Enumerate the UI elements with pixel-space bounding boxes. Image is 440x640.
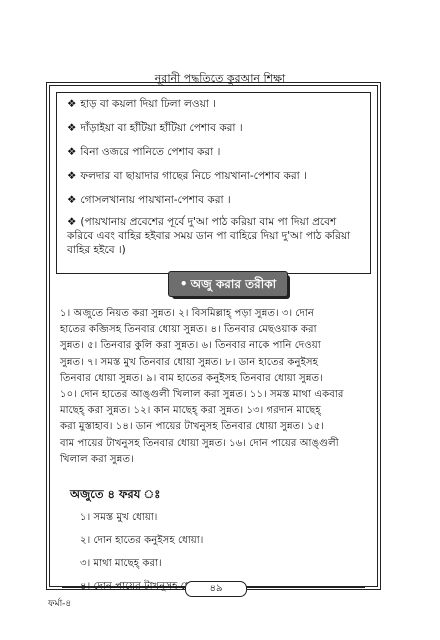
diamond-bullet-icon: ❖ [67, 146, 77, 158]
rule-note [67, 215, 362, 257]
fard-item: ১। সমস্ত মুখ ধোয়া। [80, 512, 158, 523]
paragraph-line: হাতের কব্জিসহ তিনবার ধোয়া সুন্নত। ৪। তিনবার মেছওয়াক করা [60, 324, 317, 336]
paragraph-line: খিলাল করা সুন্নত। [60, 453, 134, 465]
paragraph-line: মাছেহ্ করা সুন্নত। ১২। কান মাছেহ্ করা সুন্নত। ১৩। গরদান মাছেহ্ [60, 405, 321, 417]
section-title-text: অজু করার তরীকা [190, 277, 277, 291]
section-title [168, 271, 288, 297]
rule-text: দাঁড়াইয়া বা হাঁটিয়া হাঁটিয়া পেশাব করা । [80, 122, 243, 134]
rule-text: হাড় বা কয়লা দিয়া ঢিলা লওয়া । [80, 98, 216, 110]
page-header: নূরানী পদ্ধতিতে কুরআন শিক্ষা [154, 72, 286, 85]
section-title-banner [168, 271, 292, 301]
page-number: ৪৯ [185, 581, 247, 597]
rule-item [67, 193, 362, 207]
paragraph-line: বাম পায়ের টাখনুসহ তিনবার ধোয়া সুন্নত। ১৬। দোন পায়ের আঙ্গুলী [60, 437, 339, 449]
paragraph-line: সুন্নত। ৭। সমস্ত মুখ তিনবার ধোয়া সুন্নত। ৮। ডান হাতের কনুইসহ [60, 356, 319, 368]
fard-item: ২। দোন হাতের কনুইসহ ধোয়া। [80, 535, 204, 546]
rule-note-text: (পায়খানায় প্রবেশের পূর্বে দু'আ পাঠ করিয়া বাম পা দিয়া প্রবেশ করিবে এবং বাহির হইবার সময় ডান পা বাহিরে দিয়া দু'আ পাঠ করিয়া বাহির হইবে ।) [67, 216, 351, 256]
fard-item: ৩। মাথা মাছেহ্ করা। [80, 558, 162, 569]
rule-text: গোসলখানায় পায়খানা-পেশাব করা । [80, 194, 231, 206]
diamond-bullet-icon: ❖ [67, 98, 77, 110]
rules-box [56, 92, 371, 274]
diamond-bullet-icon: ❖ [67, 194, 77, 206]
rule-item [67, 169, 362, 183]
page-frame [46, 82, 381, 594]
diamond-bullet-icon: ❖ [67, 170, 77, 182]
diamond-bullet-icon: ❖ [67, 216, 77, 228]
fard-heading: অজুতে ৪ ফরয ঃ [70, 487, 161, 501]
wudu-paragraph [60, 306, 368, 468]
paragraph-line: সুন্নত। ৫। তিনবার কুলি করা সুন্নত। ৬। তিনবার নাকে পানি দেওয়া [60, 340, 321, 352]
paragraph-line: করা মুস্তাহাব। ১৪। ডান পায়ের টাখনুসহ তিনবার ধোয়া সুন্নত। ১৫। [60, 421, 325, 433]
rule-item [67, 121, 362, 135]
paragraph-line: ১। অজুতে নিয়ত করা সুন্নত। ২। বিসমিল্লাহ্ পড়া সুন্নত। ৩। দোন [60, 308, 314, 319]
paragraph-line: ১০। দোন হাতের আঙ্গুলী খিলাল করা সুন্নত। ১১। সমস্ত মাথা একবার [60, 389, 344, 401]
form-number: ফর্মা-৪ [48, 599, 72, 609]
dot-icon: • [179, 277, 188, 291]
paragraph-line: তিনবার ধোয়া সুন্নত। ৯। বাম হাতের কনুইসহ তিনবার ধোয়া সুন্নত। [60, 372, 323, 384]
diamond-bullet-icon: ❖ [67, 122, 77, 134]
rules-list [57, 93, 370, 257]
rule-text: বিনা ওজরে পানিতে পেশাব করা । [80, 146, 221, 158]
rule-item [67, 145, 362, 159]
rule-text: ফলদার বা ছায়াদার গাছের নিচে পায়খানা-পেশাব করা । [80, 170, 307, 182]
rule-item [67, 97, 362, 111]
page-frame-inner [49, 85, 378, 594]
